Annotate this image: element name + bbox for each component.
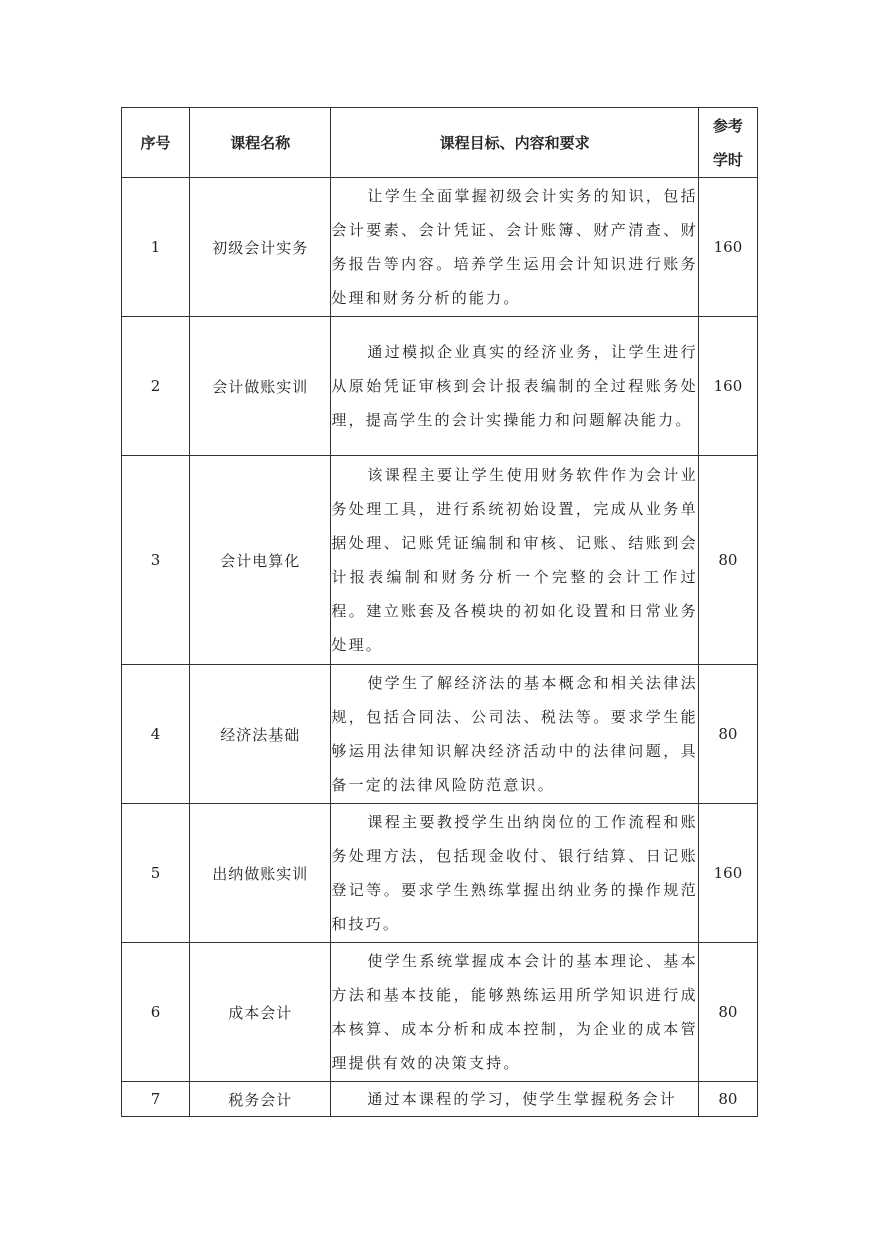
row-description <box>331 804 699 943</box>
table-row <box>122 804 758 943</box>
row-no: 7 <box>122 1082 190 1117</box>
header-name: 课程名称 <box>190 108 331 178</box>
row-no: 5 <box>122 804 190 943</box>
table-header-row <box>122 108 758 178</box>
row-no: 1 <box>122 178 190 317</box>
row-description <box>331 943 699 1082</box>
row-course-name: 出纳做账实训 <box>190 804 331 943</box>
row-course-name: 税务会计 <box>190 1082 331 1117</box>
row-course-name: 经济法基础 <box>190 665 331 804</box>
header-hours <box>698 108 757 178</box>
header-hours-line1: 参考 <box>712 116 743 135</box>
row-description-text: 使学生系统掌握成本会计的基本理论、基本方法和基本技能，能够熟练运用所学知识进行成本核算、成本分析和成本控制，为企业的成本管理提供有效的决策支持。 <box>331 952 698 1072</box>
row-description <box>331 317 699 456</box>
table-row <box>122 943 758 1082</box>
row-description-text: 通过模拟企业真实的经济业务，让学生进行从原始凭证审核到会计报表编制的全过程账务处理，提高学生的会计实操能力和问题解决能力。 <box>331 343 698 429</box>
header-no: 序号 <box>122 108 190 178</box>
row-description-text: 课程主要教授学生出纳岗位的工作流程和账务处理方法，包括现金收付、银行结算、日记账登记等。要求学生熟练掌握出纳业务的操作规范和技巧。 <box>331 813 698 933</box>
row-hours: 80 <box>698 456 757 665</box>
row-description-text: 通过本课程的学习，使学生掌握税务会计 <box>367 1090 677 1108</box>
course-table <box>121 107 758 1117</box>
table-row <box>122 178 758 317</box>
row-course-name: 会计做账实训 <box>190 317 331 456</box>
row-hours: 160 <box>698 804 757 943</box>
row-no: 6 <box>122 943 190 1082</box>
row-description-text: 该课程主要让学生使用财务软件作为会计业务处理工具，进行系统初始设置，完成从业务单据处理、记账凭证编制和审核、记账、结账到会计报表编制和财务分析一个完整的会计工作过程。建立账套及各模块的初如化设置和日常业务处理。 <box>331 466 698 654</box>
table-row <box>122 456 758 665</box>
row-description <box>331 1082 699 1117</box>
row-no: 2 <box>122 317 190 456</box>
row-description <box>331 456 699 665</box>
row-course-name: 会计电算化 <box>190 456 331 665</box>
row-no: 3 <box>122 456 190 665</box>
row-hours: 80 <box>698 1082 757 1117</box>
table-row <box>122 665 758 804</box>
row-description <box>331 665 699 804</box>
row-description <box>331 178 699 317</box>
row-description-text: 使学生了解经济法的基本概念和相关法律法规，包括合同法、公司法、税法等。要求学生能够运用法律知识解决经济活动中的法律问题，具备一定的法律风险防范意识。 <box>331 674 698 794</box>
row-course-name: 初级会计实务 <box>190 178 331 317</box>
header-hours-line2: 学时 <box>712 150 743 169</box>
row-hours: 80 <box>698 665 757 804</box>
header-desc: 课程目标、内容和要求 <box>331 108 699 178</box>
row-no: 4 <box>122 665 190 804</box>
table-row <box>122 317 758 456</box>
row-course-name: 成本会计 <box>190 943 331 1082</box>
row-hours: 160 <box>698 178 757 317</box>
row-hours: 160 <box>698 317 757 456</box>
row-hours: 80 <box>698 943 757 1082</box>
table-row <box>122 1082 758 1117</box>
row-description-text: 让学生全面掌握初级会计实务的知识，包括会计要素、会计凭证、会计账簿、财产清查、财务报告等内容。培养学生运用会计知识进行账务处理和财务分析的能力。 <box>331 187 698 307</box>
